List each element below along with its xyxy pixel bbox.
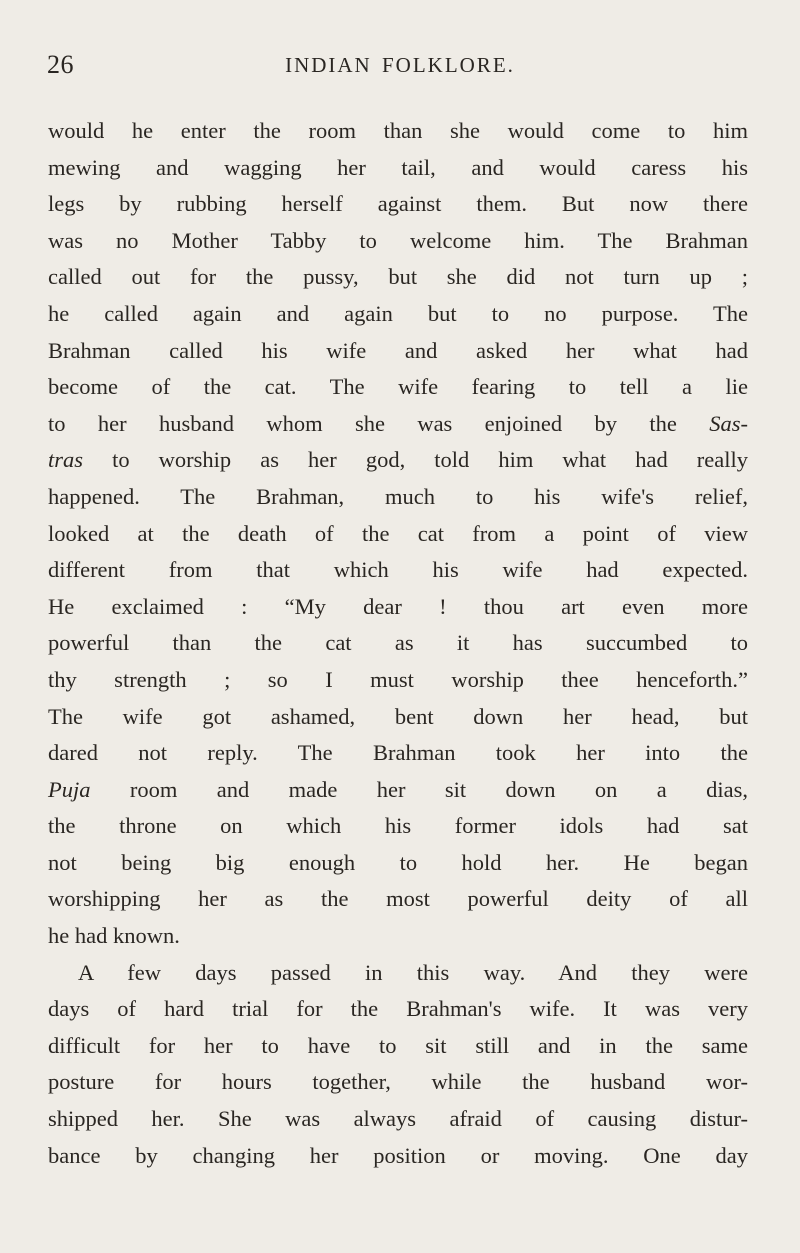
- text-line: shipped her. She was always afraid of causing distur-: [48, 1106, 748, 1132]
- text-line: [48, 406, 748, 443]
- text-line: posture for hours together, while the husband wor-: [48, 1069, 748, 1095]
- text-line: The wife got ashamed, bent down her head, but: [48, 703, 748, 729]
- text-segment: to worship as her god, told him what had really: [112, 447, 749, 473]
- text-segment: to her husband whom she was enjoined by the: [48, 410, 677, 436]
- text-line: [48, 772, 748, 809]
- text-line: days of hard trial for the Brahman's wife. It was very: [48, 996, 748, 1022]
- page-number: 26: [47, 50, 74, 79]
- text-line: difficult for her to have to sit still and in the same: [48, 1032, 748, 1058]
- italic-word: Sas-: [709, 410, 749, 436]
- text-line: looked at the death of the cat from a point of view: [48, 520, 748, 546]
- text-line: [48, 442, 748, 479]
- text-line: was no Mother Tabby to welcome him. The Brahman: [48, 227, 748, 253]
- text-segment: room and made her sit down on a dias,: [129, 776, 749, 802]
- text-line: legs by rubbing herself against them. But now there: [48, 191, 748, 217]
- text-line: He exclaimed : “My dear ! thou art even more: [48, 593, 748, 619]
- text-line: worshipping her as the most powerful deity of all: [48, 886, 748, 912]
- running-head: INDIAN FOLKLORE.: [285, 53, 515, 77]
- italic-word: tras: [48, 447, 84, 473]
- text-line: would he enter the room than she would come to him: [48, 118, 748, 143]
- text-line: powerful than the cat as it has succumbed to: [48, 630, 748, 656]
- page-header: [0, 48, 800, 88]
- text-line: he called again and again but to no purpose. The: [48, 300, 748, 326]
- text-line: A few days passed in this way. And they were: [78, 959, 748, 985]
- text-line: not being big enough to hold her. He began: [48, 849, 748, 875]
- text-line: bance by changing her position or moving. One day: [48, 1142, 748, 1168]
- text-line: mewing and wagging her tail, and would caress his: [48, 154, 748, 180]
- text-line: called out for the pussy, but she did not turn up ;: [48, 264, 748, 290]
- italic-word: Puja: [48, 776, 91, 802]
- text-line: he had known.: [48, 923, 180, 949]
- text-line: Brahman called his wife and asked her what had: [48, 337, 748, 363]
- text-line: become of the cat. The wife fearing to tell a lie: [48, 374, 748, 400]
- text-line: the throne on which his former idols had sat: [48, 813, 748, 839]
- text-line: different from that which his wife had expected.: [48, 557, 748, 583]
- text-line: happened. The Brahman, much to his wife's relief,: [48, 483, 748, 509]
- body-text: [48, 113, 748, 1174]
- text-line: thy strength ; so I must worship thee henceforth.”: [48, 666, 748, 692]
- text-line: dared not reply. The Brahman took her into the: [48, 740, 748, 766]
